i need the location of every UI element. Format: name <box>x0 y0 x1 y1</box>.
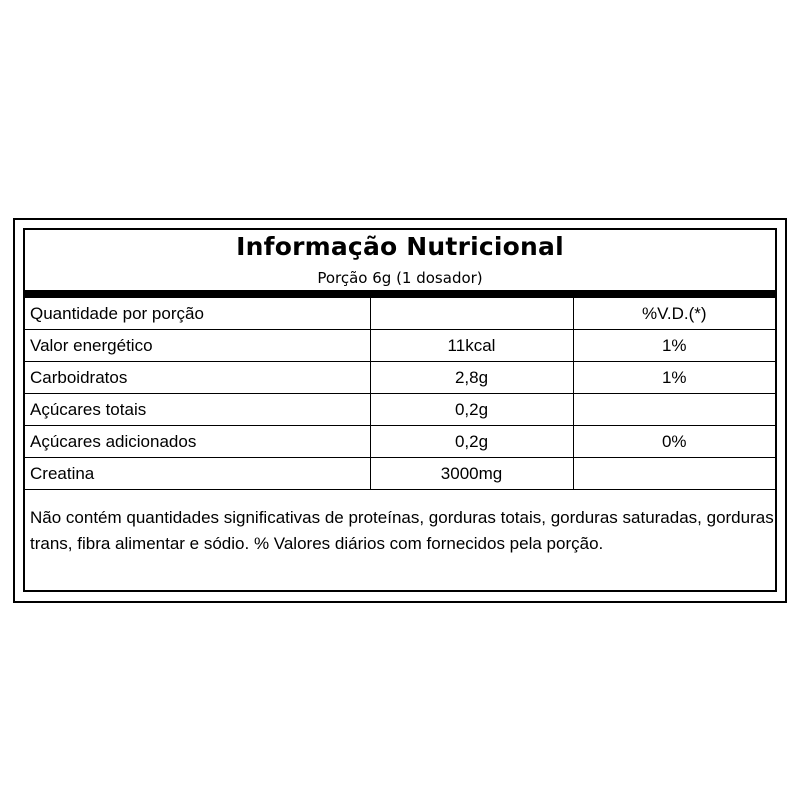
nutrition-table <box>25 298 775 490</box>
table-row <box>25 330 775 362</box>
table-header-row <box>25 298 775 330</box>
header-amount <box>370 298 573 330</box>
nutrient-amount: 0,2g <box>370 426 573 458</box>
label-title: Informação Nutricional <box>236 232 564 261</box>
table-row <box>25 394 775 426</box>
table-row <box>25 362 775 394</box>
table-row <box>25 458 775 490</box>
nutrient-daily-value <box>573 394 775 426</box>
nutrient-name: Açúcares totais <box>25 394 370 426</box>
nutrient-name: Carboidratos <box>25 362 370 394</box>
table-row <box>25 426 775 458</box>
header-daily-value: %V.D.(*) <box>573 298 775 330</box>
nutrient-amount: 11kcal <box>370 330 573 362</box>
nutrient-name: Creatina <box>25 458 370 490</box>
nutrient-daily-value: 1% <box>573 330 775 362</box>
nutrient-amount: 0,2g <box>370 394 573 426</box>
nutrient-amount: 2,8g <box>370 362 573 394</box>
nutrient-amount: 3000mg <box>370 458 573 490</box>
thick-divider <box>25 290 775 298</box>
serving-size: Porção 6g (1 dosador) <box>317 269 483 287</box>
nutrient-name: Valor energético <box>25 330 370 362</box>
footnote-text: Não contém quantidades significativas de proteínas, gorduras totais, gorduras saturadas, gorduras trans, fibra alimentar e sódio. % Valores diários com fornecidos pela porção. <box>30 508 774 553</box>
nutrient-daily-value <box>573 458 775 490</box>
nutrient-name: Açúcares adicionados <box>25 426 370 458</box>
nutrient-daily-value: 1% <box>573 362 775 394</box>
header-quantity-per-serving: Quantidade por porção <box>25 298 370 330</box>
nutrient-daily-value: 0% <box>573 426 775 458</box>
